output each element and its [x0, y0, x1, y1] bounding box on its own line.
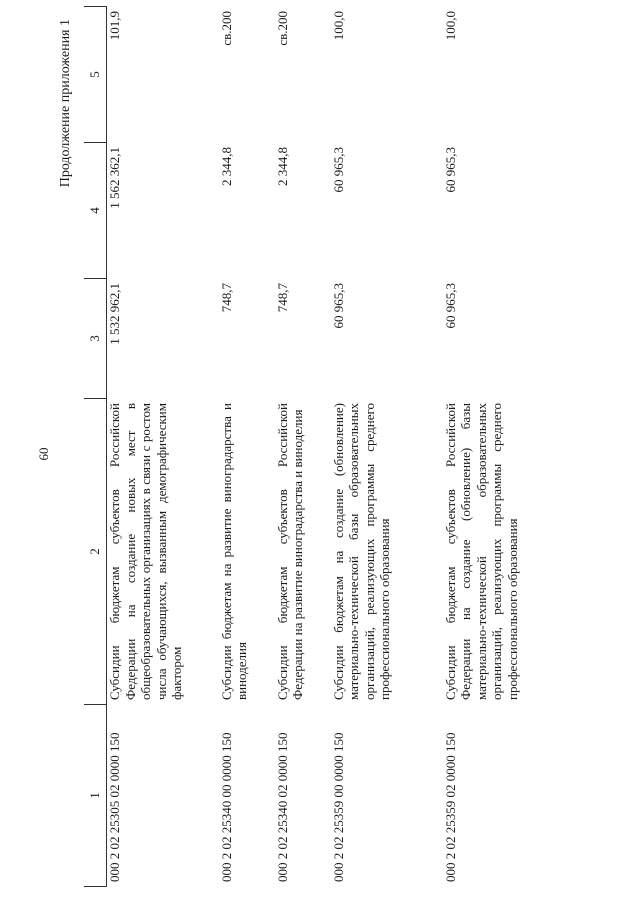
row-col3: 748,7: [218, 283, 234, 313]
table-row: [219, 7, 275, 887]
row-description: Субсидии бюджетам на создание (обновление) материально-технической базы образовательных организаций, реализующих программы среднего профессионального образования: [330, 403, 393, 700]
row-col5: св.200: [218, 11, 234, 46]
header-col-4: 4: [84, 143, 107, 279]
row-code: 000 2 02 25305 02 0000 150: [107, 732, 122, 882]
row-col3: 748,7: [274, 283, 290, 313]
row-code: 000 2 02 25359 02 0000 150: [442, 732, 458, 882]
row-col3: 60 965,3: [442, 283, 458, 329]
row-description: Субсидии бюджетам субъектов Российской Федерации на создание (обновление) базы материально-технической образовательных организаций, реализующих программы среднего профессионального образования: [442, 403, 520, 700]
row-col4: 1 562 362,1: [107, 147, 122, 209]
table-row: [331, 7, 443, 887]
table-row: [443, 7, 555, 887]
header-col-5: 5: [84, 7, 107, 143]
page-number: 60: [36, 447, 51, 461]
row-col4: 2 344,8: [218, 147, 234, 186]
row-code: 000 2 02 25340 02 0000 150: [274, 732, 290, 882]
header-col-2: 2: [84, 399, 107, 705]
row-col5: 100,0: [442, 11, 458, 41]
row-col3: 1 532 962,1: [107, 283, 122, 345]
row-description: Субсидии бюджетам субъектов Российской Федерации на развитие виноградарства и виноделия: [274, 403, 306, 700]
header-col-3: 3: [84, 279, 107, 399]
row-col5: 101,9: [107, 11, 122, 41]
row-code: 000 2 02 25340 00 0000 150: [218, 732, 234, 882]
row-col4: 2 344,8: [274, 147, 290, 186]
row-col5: 100,0: [330, 11, 346, 41]
header-col-1: 1: [84, 705, 107, 887]
row-description: Субсидии бюджетам на развитие виноградарства и виноделия: [218, 403, 250, 700]
row-description: Субсидии бюджетам субъектов Российской Федерации на создание новых мест в общеобразовательных организациях в связи с ростом числа обучающихся, вызванным демографическим фактором: [107, 403, 185, 700]
budget-table: [84, 6, 555, 887]
row-col4: 60 965,3: [330, 147, 346, 193]
table-header-row: [84, 7, 107, 887]
row-col4: 60 965,3: [442, 147, 458, 193]
continuation-title: Продолжение приложения 1: [58, 19, 73, 188]
table-row: [275, 7, 331, 887]
row-col5: св.200: [274, 11, 290, 46]
row-code: 000 2 02 25359 00 0000 150: [330, 732, 346, 882]
table-row: [107, 7, 219, 887]
row-col3: 60 965,3: [330, 283, 346, 329]
